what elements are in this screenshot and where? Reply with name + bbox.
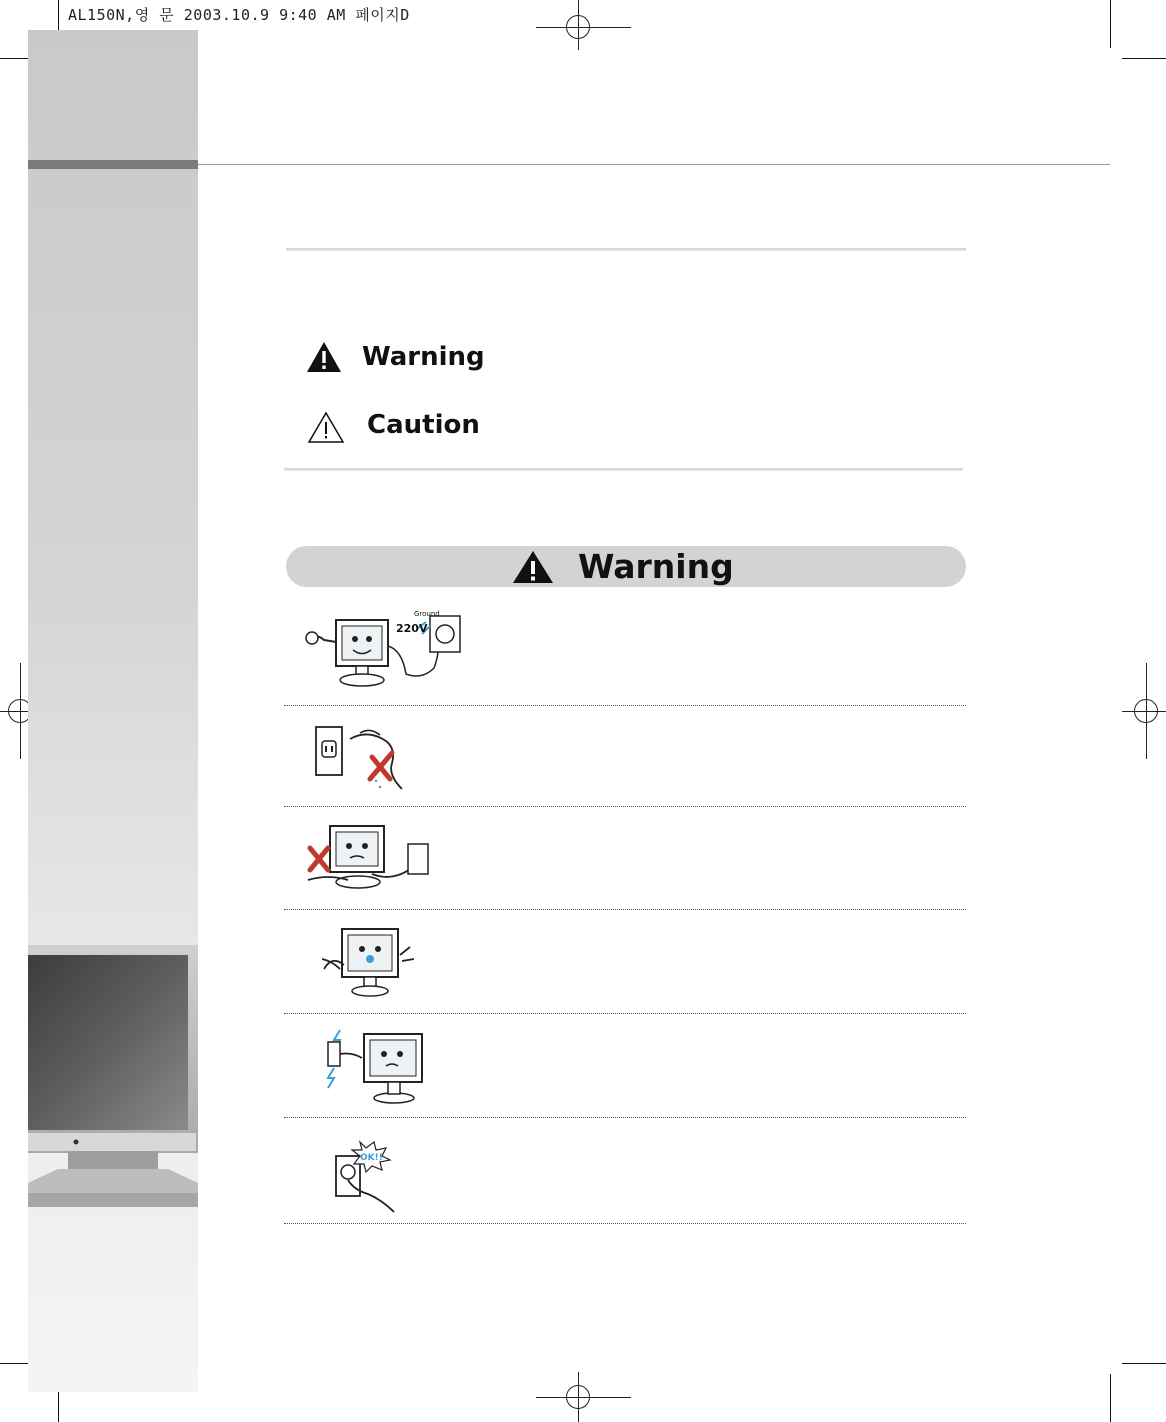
top-rule xyxy=(198,164,1110,165)
item-divider xyxy=(284,1223,966,1224)
monitor-photo-icon xyxy=(28,945,198,1210)
monitor-damaged-cord-icon xyxy=(302,822,442,892)
legend-caution-label: Caution xyxy=(367,410,480,440)
monitor-sparking-outlet-icon xyxy=(318,1026,428,1106)
warning-banner-title: Warning xyxy=(578,547,734,586)
item-divider xyxy=(284,1013,966,1014)
legend-warning-label: Warning xyxy=(362,342,485,372)
banner-warning-icon xyxy=(512,550,554,584)
legend-bottom-rule xyxy=(284,468,963,471)
monitor-plug-ground-icon xyxy=(302,606,468,690)
item-divider xyxy=(284,806,966,807)
side-band xyxy=(28,160,198,169)
legend-top-rule xyxy=(286,248,966,251)
print-header: AL150N,영 문 2003.10.9 9:40 AM 페이지D xyxy=(68,6,410,24)
ground-label: Ground xyxy=(414,610,440,618)
item-divider xyxy=(284,1117,966,1118)
wall-outlet-wet-hand-icon xyxy=(312,723,420,793)
outlet-plug-ok-icon xyxy=(330,1140,402,1214)
monitor-pulling-cord-icon xyxy=(318,925,418,999)
warning-triangle-icon xyxy=(306,341,342,373)
caution-triangle-icon xyxy=(307,411,345,444)
voltage-label: 220V xyxy=(396,622,428,635)
ok-label: OK!! xyxy=(360,1153,383,1163)
item-divider xyxy=(284,705,966,706)
item-divider xyxy=(284,909,966,910)
